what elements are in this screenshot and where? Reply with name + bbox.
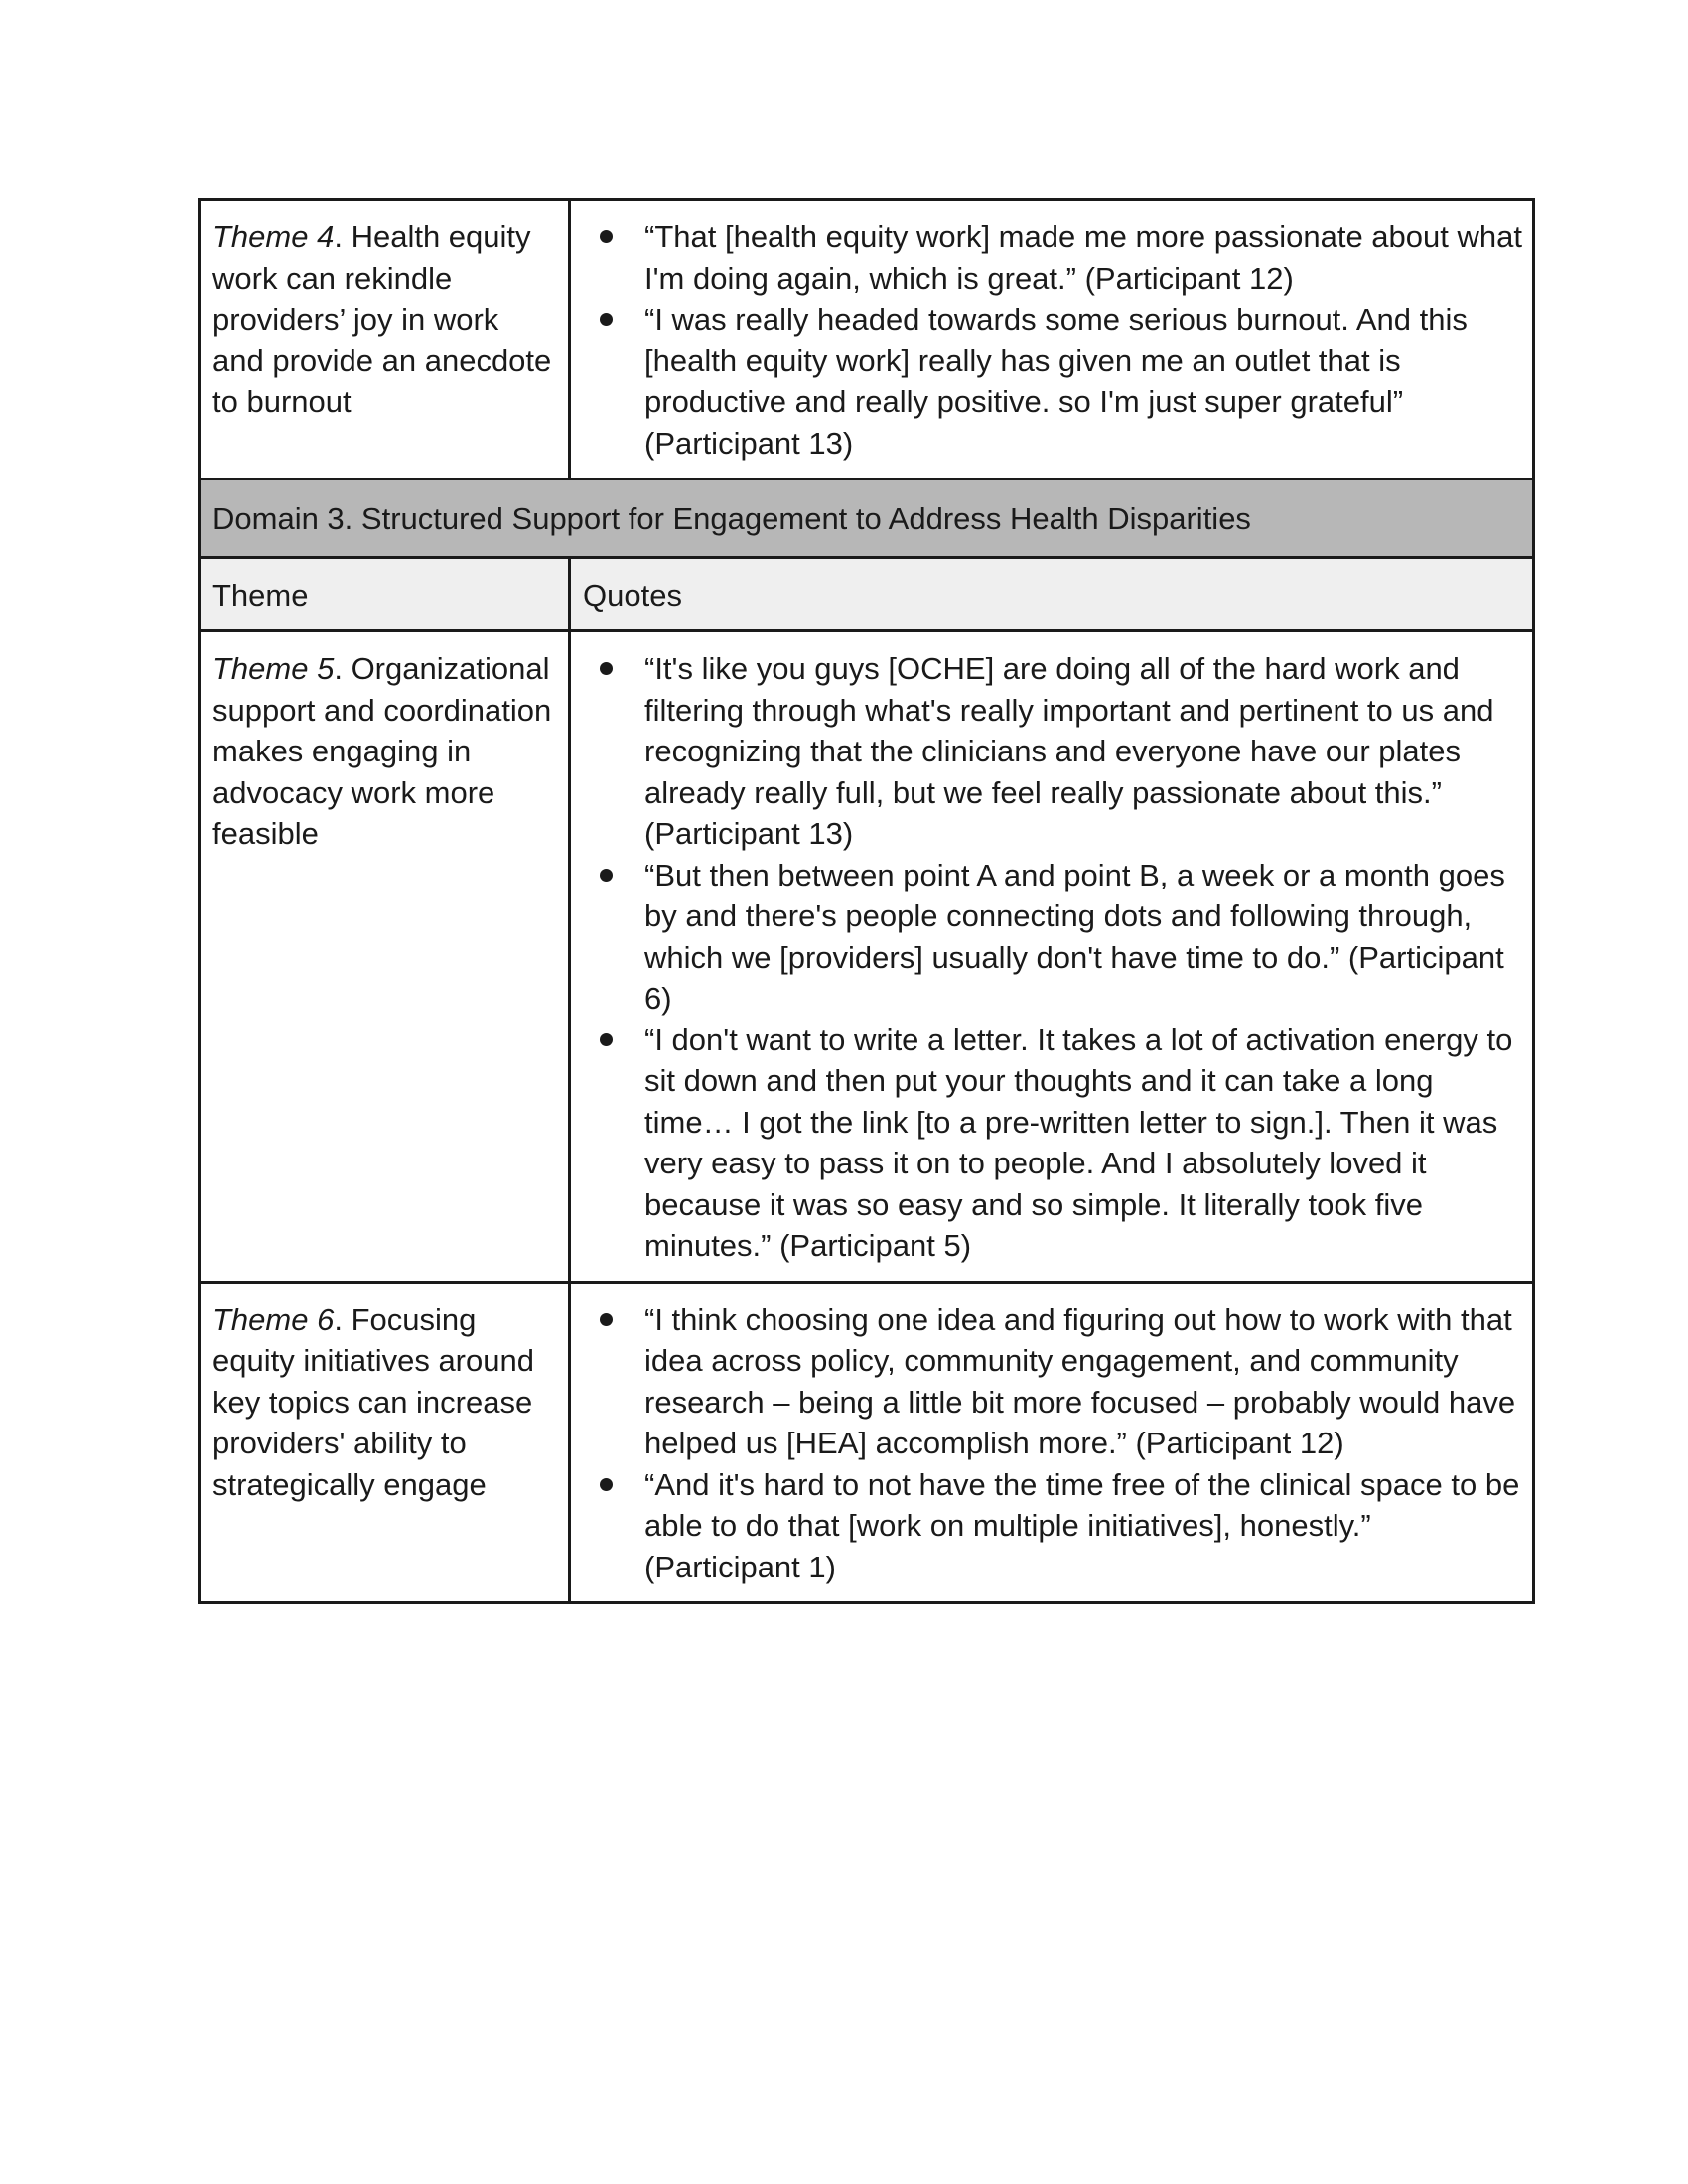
table-row	[200, 1282, 1534, 1603]
theme-description: . Organizational support and coordination makes engaging in advocacy work more feasible	[212, 651, 552, 851]
themes-quotes-table	[198, 198, 1535, 1604]
theme-cell	[200, 1282, 570, 1603]
theme-cell	[200, 200, 570, 479]
quote-item: “I think choosing one idea and figuring out how to work with that idea across policy, community engagement, and community research – being a little bit more focused – probably would have helped us [HEA] accomplish more.” (Participant 12)	[583, 1299, 1522, 1464]
domain-title: Domain 3. Structured Support for Engagement to Address Health Disparities	[200, 479, 1534, 558]
table-row	[200, 200, 1534, 479]
domain-row	[200, 479, 1534, 558]
theme-cell	[200, 631, 570, 1283]
quote-list	[583, 648, 1522, 1267]
column-header-theme: Theme	[200, 557, 570, 631]
theme-description: . Focusing equity initiatives around key topics can increase providers' ability to strategically engage	[212, 1301, 534, 1502]
theme-description: . Health equity work can rekindle providers’ joy in work and provide an anecdote to burnout	[212, 219, 552, 419]
quote-item: “That [health equity work] made me more passionate about what I'm doing again, which is great.” (Participant 12)	[583, 216, 1522, 299]
quote-item: “And it's hard to not have the time free of the clinical space to be able to do that [work on multiple initiatives], honestly.” (Participant 1)	[583, 1464, 1522, 1588]
quote-list	[583, 1299, 1522, 1588]
quote-item: “It's like you guys [OCHE] are doing all of the hard work and filtering through what's really important and pertinent to us and recognizing that the clinicians and everyone have our plates already really full, but we feel really passionate about this.” (Participant 13)	[583, 648, 1522, 855]
quotes-cell	[570, 200, 1534, 479]
quote-list	[583, 216, 1522, 464]
quotes-cell	[570, 1282, 1534, 1603]
quote-item: “I don't want to write a letter. It takes a lot of activation energy to sit down and then put your thoughts and it can take a long time… I got the link [to a pre-written letter to sign.]. Then it was very easy to pass it on to people. And I absolutely loved it because it was so easy and so simple. It literally took five minutes.” (Participant 5)	[583, 1020, 1522, 1267]
theme-label: Theme 5	[212, 651, 335, 686]
table-row	[200, 631, 1534, 1283]
theme-label: Theme 6	[212, 1301, 335, 1337]
quotes-cell	[570, 631, 1534, 1283]
quote-item: “I was really headed towards some serious burnout. And this [health equity work] really has given me an outlet that is productive and really positive. so I'm just super grateful” (Participant 13)	[583, 299, 1522, 464]
header-row	[200, 557, 1534, 631]
theme-label: Theme 4	[212, 219, 335, 254]
quote-item: “But then between point A and point B, a week or a month goes by and there's people connecting dots and following through, which we [providers] usually don't have time to do.” (Participant 6)	[583, 855, 1522, 1020]
column-header-quotes: Quotes	[570, 557, 1534, 631]
